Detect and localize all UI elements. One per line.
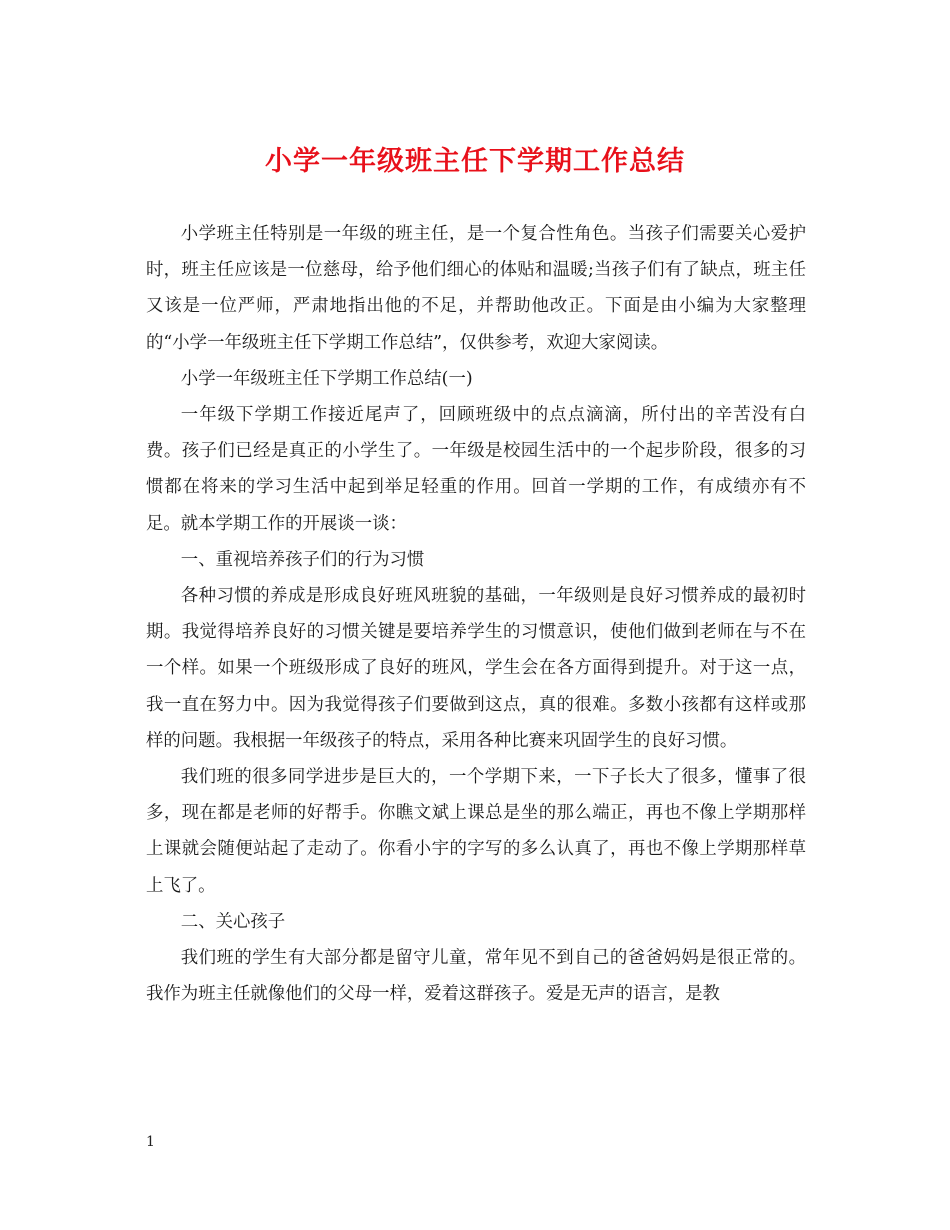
document-title: 小学一年级班主任下学期工作总结 bbox=[265, 146, 685, 177]
body-paragraph: 各种习惯的养成是形成良好班风班貌的基础，一年级则是良好习惯养成的最初时期。我觉得培养良好的习惯关键是要培养学生的习惯意识，使他们做到老师在与不在一个样。如果一个班级形成了良好的班风，学生会在各方面得到提升。对于这一点，我一直在努力中。因为我觉得孩子们要做到这点，真的很难。多数小孩都有这样或那样的问题。我根据一年级孩子的特点，采用各种比赛来巩固学生的良好习惯。 bbox=[146, 586, 806, 751]
section-heading-part-one: 小学一年级班主任下学期工作总结(一) bbox=[180, 368, 473, 389]
document-body bbox=[146, 216, 806, 1012]
body-paragraph: 我们班的很多同学进步是巨大的，一个学期下来，一下子长大了很多，懂事了很多，现在都是老师的好帮手。你瞧文斌上课总是坐的那么端正，再也不像上学期那样上课就会随便站起了走动了。你看小宇的字写的多么认真了，再也不像上学期那样草上飞了。 bbox=[146, 767, 806, 896]
page-number: 1 bbox=[146, 1134, 155, 1150]
section-heading-care: 二、关心孩子 bbox=[180, 911, 286, 932]
body-paragraph: 一年级下学期工作接近尾声了，回顾班级中的点点滴滴，所付出的辛苦没有白费。孩子们已经是真正的小学生了。一年级是校园生活中的一个起步阶段，很多的习惯都在将来的学习生活中起到举足轻重的作用。回首一学期的工作，有成绩亦有不足。就本学期工作的开展谈一谈： bbox=[146, 405, 806, 534]
body-paragraph: 我们班的学生有大部分都是留守儿童，常年见不到自己的爸爸妈妈是很正常的。我作为班主任就像他们的父母一样，爱着这群孩子。爱是无声的语言，是教 bbox=[146, 948, 806, 1005]
intro-paragraph: 小学班主任特别是一年级的班主任，是一个复合性角色。当孩子们需要关心爱护时，班主任应该是一位慈母，给予他们细心的体贴和温暖;当孩子们有了缺点，班主任又该是一位严师，严肃地指出他的不足，并帮助他改正。下面是由小编为大家整理的“小学一年级班主任下学期工作总结”，仅供参考，欢迎大家阅读。 bbox=[146, 224, 806, 353]
section-heading-habits: 一、重视培养孩子们的行为习惯 bbox=[180, 549, 425, 570]
